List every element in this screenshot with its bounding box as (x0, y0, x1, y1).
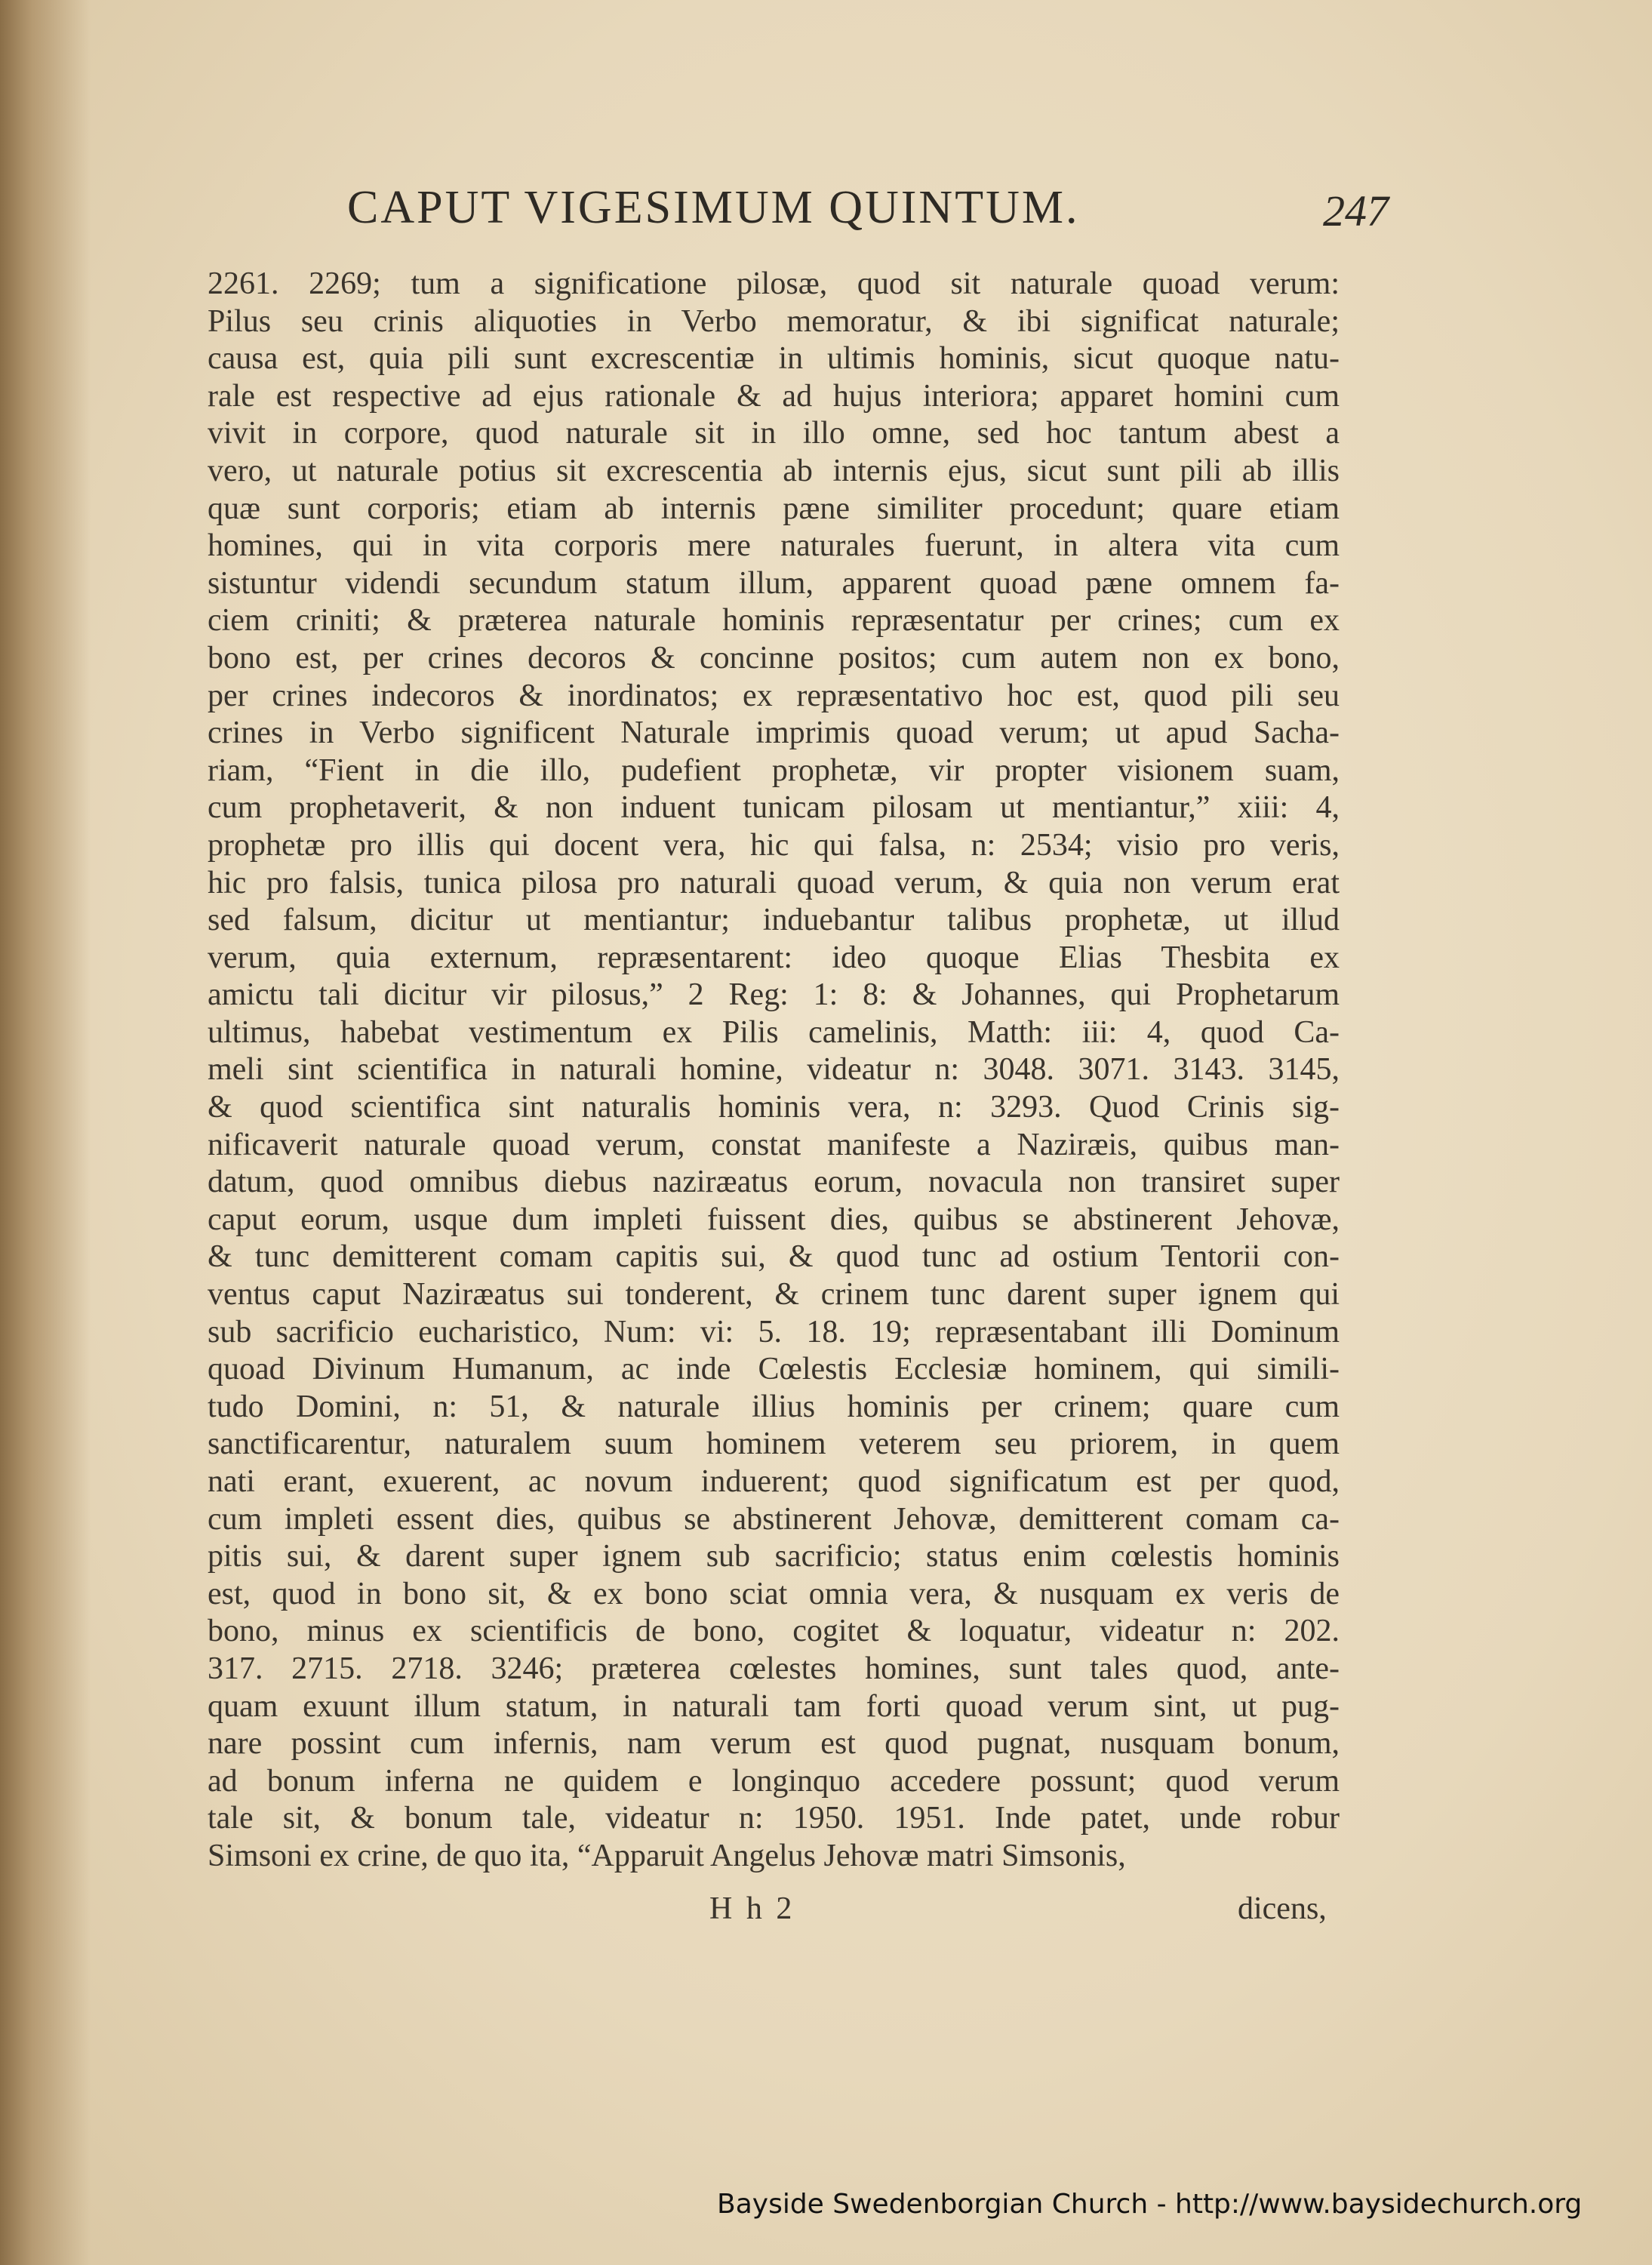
text-line: causa est, quia pili sunt excrescentiæ in ultimis hominis, sicut quoque natu- (208, 341, 1340, 377)
text-line: bono est, per crines decoros & concinne positos; cum autem non ex bono, (208, 640, 1340, 675)
text-line: meli sint scientifica in naturali homine, videatur n: 3048. 3071. 3143. 3145, (208, 1052, 1340, 1088)
text-line: sed falsum, dicitur ut mentiantur; induebantur talibus prophetæ, ut illud (208, 903, 1340, 938)
watermark-credit: Bayside Swedenborgian Church - http://www.baysidechurch.org (717, 2189, 1583, 2220)
text-line: homines, qui in vita corporis mere naturales fuerunt, in altera vita cum (208, 528, 1340, 564)
text-line: hic pro falsis, tunica pilosa pro naturali quoad verum, & quia non verum erat (208, 865, 1340, 900)
body-text (208, 266, 1340, 1876)
text-line: & quod scientifica sint naturalis hominis vera, n: 3293. Quod Crinis sig- (208, 1090, 1340, 1125)
text-line: quæ sunt corporis; etiam ab internis pæne similiter procedunt; quare etiam (208, 491, 1340, 526)
text-line: cum prophetaverit, & non induent tunicam pilosam ut mentiantur,” xiii: 4, (208, 790, 1340, 826)
page-binding-shadow (0, 0, 91, 2265)
text-line: vero, ut naturale potius sit excrescentia ab internis ejus, sicut sunt pili ab illis (208, 453, 1340, 488)
text-line: caput eorum, usque dum impleti fuissent dies, quibus se abstinerent Jehovæ, (208, 1202, 1340, 1237)
text-line: 317. 2715. 2718. 3246; præterea cœlestes homines, sunt tales quod, ante- (208, 1651, 1340, 1686)
text-line: per crines indecoros & inordinatos; ex repræsentativo hoc est, quod pili seu (208, 678, 1340, 713)
text-line: ventus caput Naziræatus sui tonderent, & crinem tunc darent super ignem qui (208, 1277, 1340, 1313)
text-line: & tunc demitterent comam capitis sui, & quod tunc ad ostium Tentorii con- (208, 1239, 1340, 1275)
text-line: ad bonum inferna ne quidem e longinquo accedere possunt; quod verum (208, 1763, 1340, 1799)
text-line: Simsoni ex crine, de quo ita, “Apparuit Angelus Jehovæ matri Simsonis, (208, 1838, 1126, 1873)
text-line: bono, minus ex scientificis de bono, cogitet & loquatur, videatur n: 202. (208, 1614, 1340, 1649)
page-header (347, 181, 1389, 242)
text-line: tudo Domini, n: 51, & naturale illius hominis per crinem; quare cum (208, 1389, 1340, 1424)
text-line: est, quod in bono sit, & ex bono sciat omnia vera, & nusquam ex veris de (208, 1576, 1340, 1611)
text-line: Pilus seu crinis aliquoties in Verbo memoratur, & ibi significat naturale; (208, 303, 1340, 339)
text-line: rale est respective ad ejus rationale & ad hujus interiora; apparet homini cum (208, 378, 1340, 414)
text-line: quam exuunt illum statum, in naturali tam forti quoad verum sint, ut pug- (208, 1688, 1340, 1724)
text-line: sub sacrificio eucharistico, Num: vi: 5. 18. 19; repræsentabant illi Dominum (208, 1314, 1340, 1349)
text-line: nare possint cum infernis, nam verum est quod pugnat, nusquam bonum, (208, 1726, 1340, 1762)
text-line: crines in Verbo significent Naturale imprimis quoad verum; ut apud Sacha- (208, 716, 1340, 751)
text-line: nificaverit naturale quoad verum, constat manifeste a Naziræis, quibus man- (208, 1127, 1340, 1162)
text-line: datum, quod omnibus diebus naziræatus eorum, novacula non transiret super (208, 1165, 1340, 1200)
text-line: ciem criniti; & præterea naturale hominis repræsentatur per crines; cum ex (208, 603, 1340, 639)
text-line: ultimus, habebat vestimentum ex Pilis camelinis, Matth: iii: 4, quod Ca- (208, 1014, 1340, 1050)
running-title: CAPUT VIGESIMUM QUINTUM. (347, 182, 1080, 233)
text-line: verum, quia externum, repræsentarent: ideo quoque Elias Thesbita ex (208, 940, 1340, 975)
text-line: cum impleti essent dies, quibus se abstinerent Jehovæ, demitterent comam ca- (208, 1501, 1340, 1537)
text-line: 2261. 2269; tum a significatione pilosæ, quod sit naturale quoad verum: (208, 266, 1340, 301)
text-line: sistuntur videndi secundum statum illum, apparent quoad pæne omnem fa- (208, 565, 1340, 601)
text-line: amictu tali dicitur vir pilosus,” 2 Reg: 1: 8: & Johannes, qui Prophetarum (208, 977, 1340, 1013)
text-line: prophetæ pro illis qui docent vera, hic qui falsa, n: 2534; visio pro veris, (208, 827, 1340, 863)
page-number: 247 (1323, 186, 1389, 235)
text-line: vivit in corpore, quod naturale sit in illo omne, sed hoc tantum abest a (208, 416, 1340, 451)
text-line: quoad Divinum Humanum, ac inde Cœlestis Ecclesiæ hominem, qui simili- (208, 1352, 1340, 1387)
text-line: nati erant, exuerent, ac novum induerent; quod significatum est per quod, (208, 1464, 1340, 1499)
text-line: pitis sui, & darent super ignem sub sacrificio; status enim cœlestis hominis (208, 1539, 1340, 1574)
catchword: dicens, (1238, 1891, 1327, 1926)
text-line: sanctificarentur, naturalem suum hominem veterem seu priorem, in quem (208, 1426, 1340, 1462)
text-line: tale sit, & bonum tale, videatur n: 1950. 1951. Inde patet, unde robur (208, 1801, 1340, 1836)
text-line: riam, “Fient in die illo, pudefient prophetæ, vir propter visionem suam, (208, 752, 1340, 788)
signature-mark: H h 2 (709, 1891, 795, 1926)
